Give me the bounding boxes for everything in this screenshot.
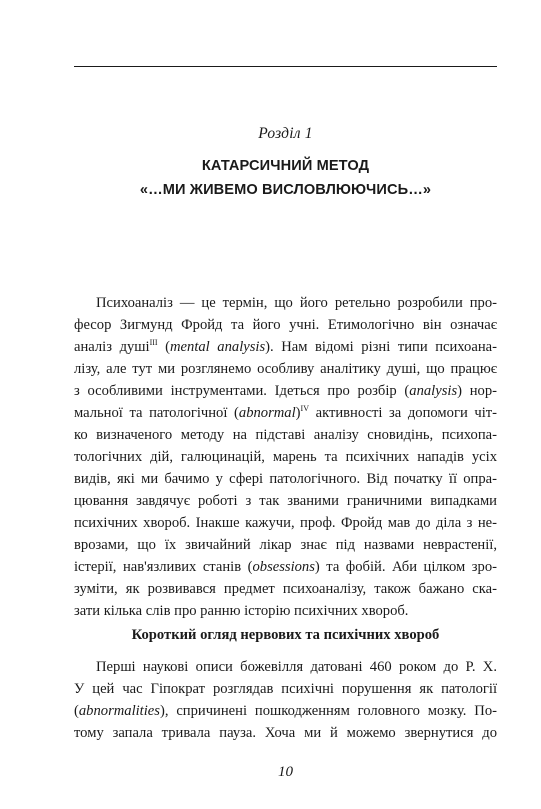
italic-term: analysis: [409, 383, 458, 399]
page-number: 10: [278, 764, 293, 780]
paragraph-line: [74, 700, 497, 722]
paragraph-line: фесор Зигмунд Фройд та його учні. Етимологічно він означає: [74, 317, 497, 333]
text-run: ). Нам відомі різні типи психоана-: [265, 339, 497, 355]
paragraph-line: ко визначеного методу на підставі аналізу сновидінь, психопа-: [74, 427, 497, 443]
paragraph-line: тому запала тривала пауза. Хоча ми й можемо звернутися до: [74, 725, 497, 741]
chapter-title-line-2: «…МИ ЖИВЕМО ВИСЛОВЛЮЮЧИСЬ…»: [139, 182, 432, 198]
paragraph-line: зати кілька слів про ранню історію психічних хвороб.: [74, 603, 409, 619]
paragraph-line: видів, які ми бачимо у сфері патологічного. Від початку її опра-: [74, 471, 497, 487]
paragraph-line: У цей час Гіпократ розглядав психічні порушення як патології: [74, 681, 497, 697]
text-run: мальної та патологічної (: [74, 405, 239, 421]
paragraph-line: [74, 336, 497, 358]
paragraph-line: Психоаналіз — це термін, що його ретельно розробили про-: [96, 295, 497, 311]
chapter-label: Розділ 1: [258, 125, 313, 142]
paragraph-line: зуміти, як розвивався предмет психоаналізу, також бажано ска-: [74, 581, 497, 597]
text-run: істерії, нав'язливих станів (: [74, 559, 253, 575]
italic-term: abnormalities: [78, 703, 160, 719]
text-run: ): [295, 405, 301, 421]
paragraph-line: [74, 556, 497, 578]
italic-term: obsessions: [252, 559, 315, 575]
text-run: з особливими інструментами. Ідеться про розбір (: [74, 383, 410, 399]
text-run: (: [157, 339, 171, 355]
paragraph-line: [74, 380, 497, 402]
paragraph-line: [74, 402, 497, 424]
text-run: активності за допомоги чіт-: [308, 405, 498, 421]
footnote-marker: III: [149, 338, 158, 348]
section-heading: Короткий огляд нервових та психічних хвороб: [131, 627, 440, 643]
paragraph-line: цювання завдячує роботі з так званими граничними випадками: [74, 493, 497, 509]
paragraph-2: [74, 656, 497, 744]
paragraph-line: психічних хвороб. Інакше кажучи, проф. Фройд мав до діла з не-: [74, 515, 497, 531]
text-run: ) та фобій. Аби цілком зро-: [314, 559, 498, 575]
italic-term: mental analysis: [170, 339, 266, 355]
text-run: аналіз душі: [74, 339, 150, 355]
paragraph-line: лізу, але тут ми розглянемо особливу аналітику душі, що працює: [74, 361, 497, 377]
paragraph-line: Перші наукові описи божевілля датовані 460 роком до Р. Х.: [96, 659, 497, 675]
paragraph-1: [74, 292, 497, 622]
chapter-title-line-1: КАТАРСИЧНИЙ МЕТОД: [201, 158, 370, 174]
italic-term: abnormal: [238, 405, 296, 421]
paragraph-line: тологічних дій, галюцинацій, марень та психічних нападів усіх: [74, 449, 497, 465]
header-rule: [74, 66, 497, 67]
text-run: ), спричинені пошкодженням головного мозку. По-: [159, 703, 497, 719]
chapter-title: [74, 154, 497, 202]
text-run: ) нор-: [457, 383, 497, 399]
footnote-marker: IV: [300, 404, 309, 414]
paragraph-line: врозами, що їх звичайний лікар знає під назвами неврастенії,: [74, 537, 497, 553]
text-run: (: [74, 703, 79, 719]
